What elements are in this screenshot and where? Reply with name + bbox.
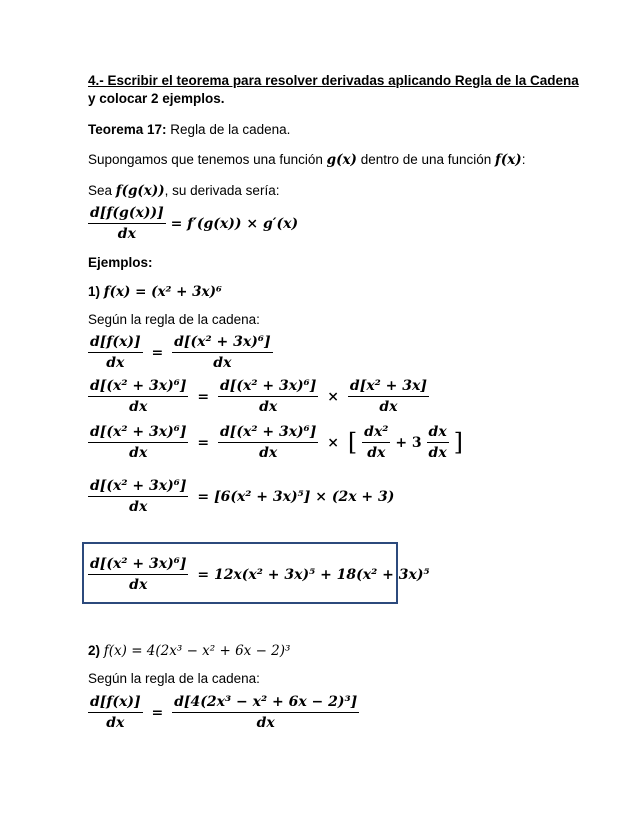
ex2-step1-right-den: dx [256, 715, 275, 731]
ex1-step2-right-num: d[x² + 3x] [348, 378, 429, 397]
ex1-step2-left [88, 378, 188, 415]
main-formula [88, 205, 298, 242]
ex1-rule-text: Según la regla de la cadena: [88, 312, 260, 327]
ex2-step1-left [88, 694, 143, 731]
ex1-step2-mid-den: dx [259, 399, 278, 415]
ex2-number: 2) [88, 643, 104, 658]
ex1-step2-right-den: dx [379, 399, 398, 415]
ex2-step-1: $\frac{d[f(x)]}{dx}$ = $\frac{\text{d[4(2x³ − x² + 6x − 2)³]}}{dx}$ [90, 694, 358, 731]
ex1-step-2: $\frac{\text{d[(x² + 3x)⁶]}}{dx}$ = $\frac{\text{d[(x² + 3x)⁶]}}{dx}$ × $\frac{\text{d[x² + 3x]}}{dx}$ [90, 378, 427, 415]
heading-line-1: 4.- Escribir el teorema para resolver derivadas aplicando Regla de la Cadena [88, 73, 579, 88]
ex1-step1-right-num: d[(x² + 3x)⁶] [172, 334, 272, 353]
ex1-step3-bracket-a [362, 424, 390, 461]
ex1-step1-left-num: d[f(x)] [88, 334, 143, 353]
ex2-step1-right [172, 694, 359, 731]
ex1-function-line [88, 283, 222, 301]
ex2-step1-right-num: d[4(2x³ − x² + 6x − 2)³] [172, 694, 359, 713]
main-formula-rhs: = f′(g(x)) × g′(x) [170, 215, 299, 232]
ex1-step2-mid-num: d[(x² + 3x)⁶] [218, 378, 318, 397]
ex1-step1-right [172, 334, 272, 371]
ex1-function: f(x) = (x² + 3x)⁶ [103, 284, 222, 300]
ex1-step1-right-den: dx [213, 355, 232, 371]
ex1-step3-mid [218, 424, 318, 461]
ex1-step3-b-num: dx [427, 424, 449, 443]
main-formula-denominator: dx [117, 226, 136, 242]
ex1-step3-left-num: d[(x² + 3x)⁶] [88, 424, 188, 443]
ex1-result [88, 556, 430, 593]
ex1-step3-mid-num: d[(x² + 3x)⁶] [218, 424, 318, 443]
ex1-step4-rhs: = [6(x² + 3x)⁵] × (2x + 3) [197, 488, 395, 505]
ex1-step2-left-den: dx [129, 399, 148, 415]
ex2-step1-left-num: d[f(x)] [88, 694, 143, 713]
ex2-step1-left-den: dx [106, 715, 125, 731]
sea-pre: Sea [88, 183, 116, 198]
ex1-step3-b-den: dx [428, 445, 447, 461]
ex1-step3-mid-den: dx [259, 445, 278, 461]
ex1-step1-left [88, 334, 143, 371]
ex1-step3-a-den: dx [367, 445, 386, 461]
suppose-g: g(x) [326, 152, 357, 168]
examples-label: Ejemplos: [88, 255, 153, 270]
ex2-function-line [88, 642, 290, 660]
ex1-step3-a-num: dx² [362, 424, 390, 443]
ex1-step4-left-num: d[(x² + 3x)⁶] [88, 478, 188, 497]
ex1-step-1: $\frac{d[f(x)]}{dx}$ = $\frac{\text{d[(x² + 3x)⁶]}}{dx}$ [90, 334, 271, 371]
sea-expr: f(g(x)) [115, 183, 165, 199]
ex1-step3-left-den: dx [129, 445, 148, 461]
ex1-step2-left-num: d[(x² + 3x)⁶] [88, 378, 188, 397]
suppose-f: f(x) [495, 152, 522, 168]
theorem-label: Teorema 17: [88, 122, 167, 137]
heading-line-2: y colocar 2 ejemplos. [88, 91, 225, 106]
sea-post: , su derivada sería: [164, 183, 280, 198]
ex1-number: 1) [88, 284, 104, 299]
ex1-result-left [88, 556, 188, 593]
ex1-step4-left [88, 478, 188, 515]
ex1-step3-coef: + 3 [395, 434, 422, 451]
ex1-result-left-den: dx [129, 577, 148, 593]
suppose-pre: Supongamos que tenemos una función [88, 152, 327, 167]
ex1-step3-bracket-b [427, 424, 449, 461]
ex1-step2-mid [218, 378, 318, 415]
ex1-step4-left-den: dx [129, 499, 148, 515]
suppose-mid: dentro de una función [356, 152, 496, 167]
suppose-line [88, 151, 525, 169]
ex1-step3-left [88, 424, 188, 461]
suppose-post: : [521, 152, 526, 167]
ex1-step1-left-den: dx [106, 355, 125, 371]
main-formula-fraction [88, 205, 166, 242]
ex1-step-3: $\frac{\text{d[(x² + 3x)⁶]}}{dx}$ = $\frac{\text{d[(x² + 3x)⁶]}}{dx}$ × [ $\frac{\text{dx²}}{dx}$ + 3 $\frac{dx}{dx}$ ] [90, 424, 463, 461]
theorem-text: Regla de la cadena. [166, 122, 291, 137]
ex2-rule-text: Según la regla de la cadena: [88, 671, 260, 686]
ex1-result-rhs: = 12x(x² + 3x)⁵ + 18(x² + 3x)⁵ [197, 566, 430, 583]
ex2-function: f(x) = 4(2x³ − x² + 6x − 2)³ [103, 643, 291, 659]
ex1-result-left-num: d[(x² + 3x)⁶] [88, 556, 188, 575]
main-formula-numerator: d[f(g(x))] [88, 205, 166, 224]
theorem-line [88, 121, 290, 139]
sea-line [88, 182, 279, 200]
ex1-step2-right [348, 378, 429, 415]
ex1-step-4 [88, 478, 394, 515]
